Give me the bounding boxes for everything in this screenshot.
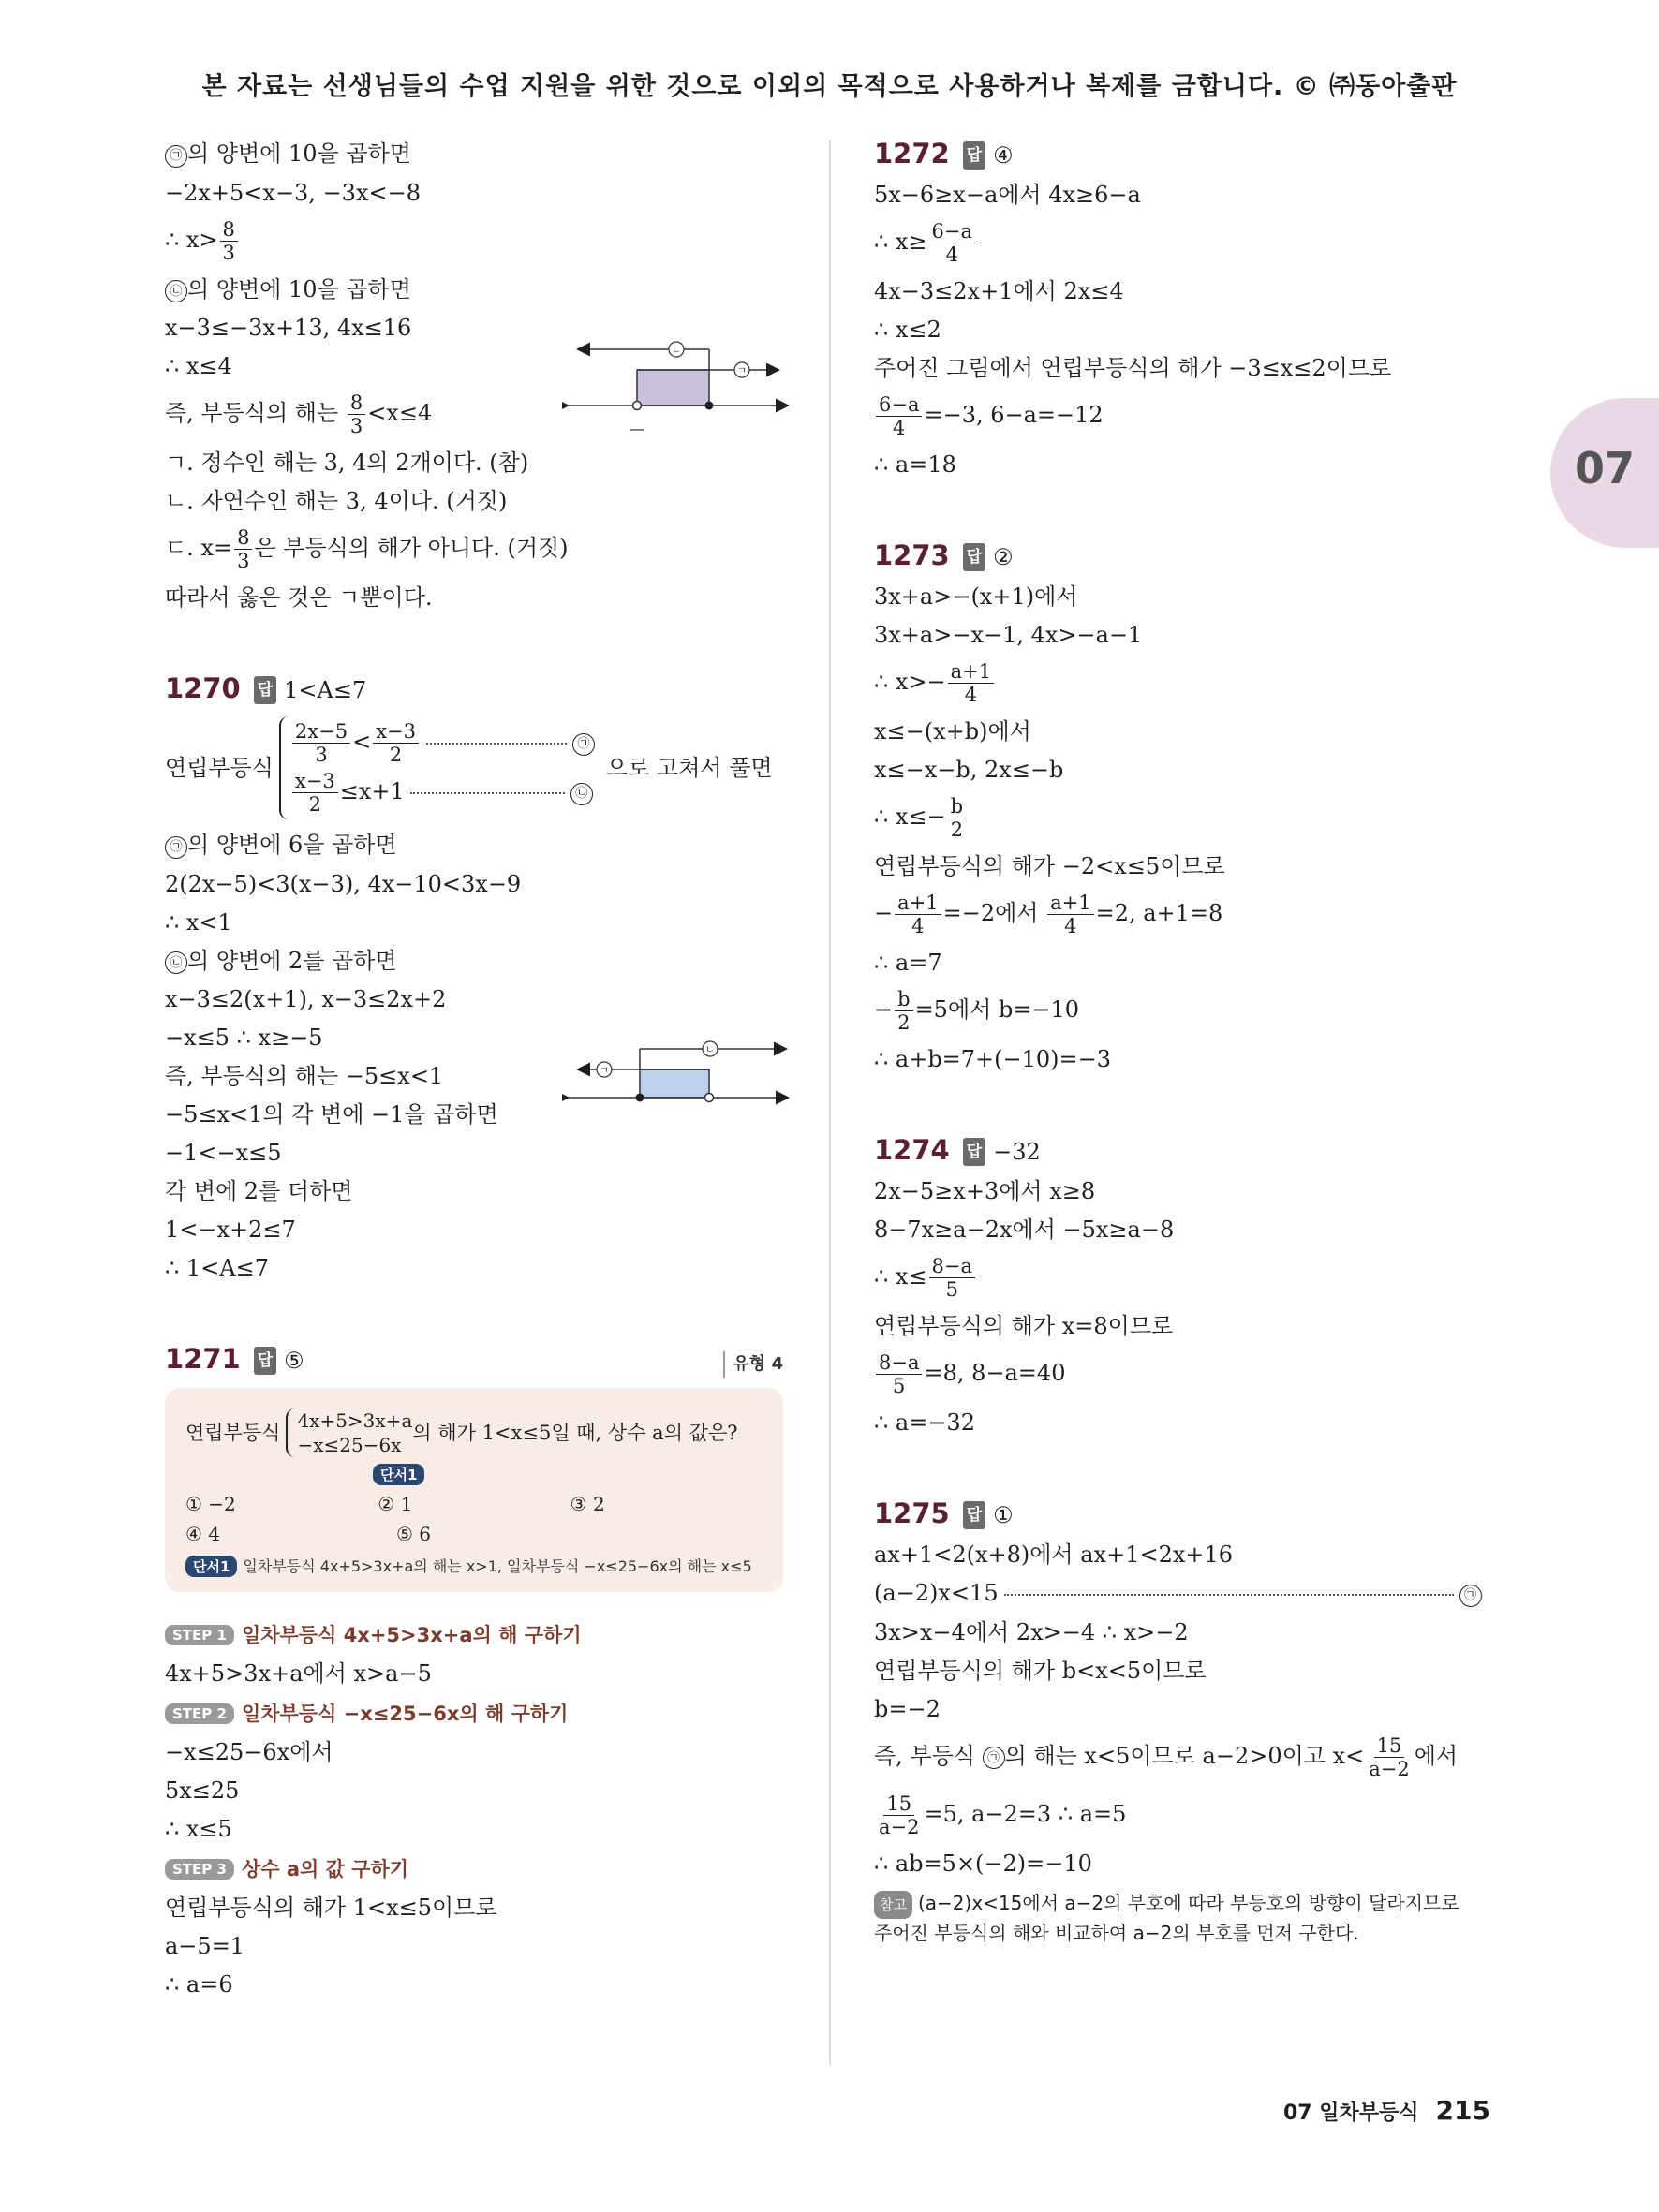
marker-g: ㉠ — [572, 733, 595, 756]
line: ∴ x> $\frac{8}{3}$ — [165, 218, 783, 264]
line: 즉, 부등식의 해는 $\frac{8}{3}$ <x≤4 — [165, 391, 433, 437]
inequality-system: 연립부등식 $\frac{2x-5}{3}$ < $\frac{x-3}{2}$ ㉠ $\frac{x-3}{2}$ ≤x+1 ㉡ 으로 고쳐서 풀면 — [165, 716, 783, 819]
line: ∴ x≤4 — [165, 353, 232, 379]
answer: 1<A≤7 — [284, 677, 367, 703]
line: 5x−6≥x−a에서 4x≥6−a — [874, 182, 1141, 208]
options-row: ④ 4 ⑤ 6 — [185, 1523, 432, 1545]
line: ㄴ. 자연수인 해는 3, 4이다. (거짓) — [165, 488, 508, 514]
line: ∴ a=7 — [874, 950, 942, 976]
marker-g: ㄱ — [600, 1066, 609, 1076]
line: $\frac{8-a}{5}$ =8, 8−a=40 — [874, 1351, 1502, 1397]
line: 연립부등식의 해가 x=8이므로 — [874, 1313, 1174, 1339]
line: 따라서 옳은 것은 ㄱ뿐이다. — [165, 584, 433, 611]
line: $\frac{15}{a-2}$ =5, a−2=3 ∴ a=5 — [879, 1792, 1127, 1838]
line: ㉡ 의 양변에 10을 곱하면 — [165, 276, 783, 303]
marker-g: ㉠ — [1459, 1585, 1482, 1607]
closed-point — [705, 402, 714, 410]
line: −5≤x<1의 각 변에 −1을 곱하면 — [165, 1101, 498, 1128]
line: − $\frac{b}{2}$ =5에서 b=−10 — [874, 988, 1080, 1034]
line: ∴ 1<A≤7 — [165, 1255, 269, 1281]
question-line: 연립부등식 4x+5>3x+a −x≤25−6x 의 해가 1<x≤5일 때, 상수 a의 값은? — [185, 1409, 738, 1456]
line: 즉, 부등식의 해는 −5≤x<1 — [165, 1063, 444, 1089]
line: ∴ x≤2 — [874, 317, 941, 343]
problem-number: 1275 — [874, 1497, 950, 1529]
line: 2x−5≥x+3에서 x≥8 — [874, 1178, 1096, 1204]
problem-header-1272 — [874, 140, 1502, 170]
number-line-1 — [562, 332, 792, 450]
copyright-notice: 본 자료는 선생님들의 수업 지원을 위한 것으로 이외의 목적으로 사용하거나 복제를 금합니다. © ㈜동아출판 — [201, 72, 1458, 101]
system-brace: $\frac{2x-5}{3}$ < $\frac{x-3}{2}$ ㉠ $\frac{x-3}{2}$ ≤x+1 ㉡ — [279, 716, 595, 819]
number-line-2 — [562, 1030, 792, 1124]
question-box — [165, 1388, 783, 1592]
line: 연립부등식의 해가 −2<x≤5이므로 — [874, 853, 1225, 879]
marker-n: ㄴ — [705, 1045, 715, 1055]
problem-number: 1271 — [165, 1343, 241, 1375]
line: ax+1<2(x+8)에서 ax+1<2x+16 — [874, 1541, 1234, 1568]
problem-number: 1274 — [874, 1134, 950, 1166]
problem-header-1273 — [874, 539, 1502, 571]
options-row: ① −2 ② 1 ③ 2 — [185, 1493, 605, 1515]
answer: ① — [993, 1502, 1014, 1528]
line: ∴ x≤− $\frac{b}{2}$ — [874, 795, 1502, 841]
line: b=−2 — [874, 1695, 941, 1722]
line: x≤−(x+b)에서 — [874, 718, 1031, 745]
page-footer — [1283, 2095, 1490, 2126]
marker-g: ㉠ — [983, 1747, 1005, 1769]
line: 주어진 그림에서 연립부등식의 해가 −3≤x≤2이므로 — [874, 355, 1392, 381]
line: ㄷ. x= $\frac{8}{3}$ 은 부등식의 해가 아니다. (거짓) — [165, 526, 569, 572]
answer: −32 — [993, 1139, 1041, 1165]
reference-note: 참고 (a−2)x<15에서 a−2의 부호에 따라 부등호의 방향이 달라지므로 주어진 부등식의 해와 비교하여 a−2의 부호를 먼저 구한다. — [874, 1891, 1459, 1944]
line: ㉠ 의 양변에 6을 곱하면 — [165, 832, 783, 859]
line: 3x+a>−x−1, 4x>−a−1 — [874, 622, 1143, 648]
open-point — [633, 402, 642, 410]
line: ㉡ 의 양변에 2를 곱하면 — [165, 948, 783, 975]
line: x≤−x−b, 2x≤−b — [874, 757, 1064, 783]
line: ∴ x<1 — [165, 908, 232, 936]
line: 3x>x−4에서 2x>−4 ∴ x>−2 — [874, 1618, 1189, 1645]
closed-point — [636, 1094, 644, 1102]
marker-g: ㄱ — [737, 366, 747, 376]
chapter-tab-label: 07 — [1575, 443, 1636, 494]
right-column — [874, 140, 1502, 1947]
line: 각 변에 2를 더하면 — [165, 1178, 353, 1204]
marker-g: ㉠ — [165, 836, 187, 859]
line: 1<−x+2≤7 — [165, 1217, 296, 1243]
step-3: STEP 3 상수 a의 값 구하기 — [165, 1854, 783, 1882]
answer-tag: 답 — [254, 676, 276, 704]
line: ㉠ 의 양변에 10을 곱하면 — [165, 140, 783, 168]
line: −1<−x≤5 — [165, 1140, 282, 1166]
marker-n: ㉡ — [165, 280, 187, 302]
line: − $\frac{a+1}{4}$ =−2에서 $\frac{a+1}{4}$ =2, a+1=8 — [874, 892, 1223, 937]
line: ∴ x≥ $\frac{6-a}{4}$ — [874, 220, 1502, 266]
solution-region — [640, 1069, 709, 1098]
footer-chapter: 07 일차부등식 — [1283, 2101, 1419, 2125]
answer-tag: 답 — [963, 1501, 985, 1529]
line: −2x+5<x−3, −3x<−8 — [165, 179, 421, 206]
line: 3x+a>−(x+1)에서 — [874, 583, 1078, 610]
line: x−3≤2(x+1), x−3≤2x+2 — [165, 986, 447, 1012]
marker-g: ㉠ — [165, 145, 187, 168]
column-divider — [829, 140, 831, 2065]
answer-tag: 답 — [254, 1347, 276, 1375]
line: a−5=1 — [165, 1933, 245, 1959]
answer-tag: 답 — [963, 1138, 985, 1166]
problem-number: 1272 — [874, 138, 950, 170]
line: 5x≤25 — [165, 1777, 240, 1804]
step-2: STEP 2 일차부등식 −x≤25−6x의 해 구하기 — [165, 1699, 783, 1727]
open-point — [705, 1094, 714, 1102]
answer-tag: 답 — [963, 141, 985, 170]
line: −x≤25−6x에서 — [165, 1739, 333, 1765]
answer: ④ — [993, 142, 1014, 169]
line: ㄱ. 정수인 해는 3, 4의 2개이다. (참) — [165, 450, 529, 476]
line: x−3≤−3x+13, 4x≤16 — [165, 315, 412, 341]
type-tag: 유형 4 — [723, 1351, 783, 1378]
step-1: STEP 1 일차부등식 4x+5>3x+a의 해 구하기 — [165, 1620, 783, 1648]
answer: ② — [993, 544, 1014, 570]
fraction: $\frac{8}{3}$ — [234, 526, 252, 572]
problem-number: 1270 — [165, 672, 241, 704]
marker-n: ㉡ — [570, 783, 593, 805]
marker-n: ㄴ — [672, 346, 681, 356]
line: $\frac{6-a}{4}$ =−3, 6−a=−12 — [874, 393, 1502, 439]
line: 즉, 부등식 ㉠ 의 해는 x<5이므로 a−2>0이고 x< $\frac{15}{a-2}$ 에서 — [874, 1733, 1459, 1780]
marker-n: ㉡ — [165, 951, 187, 974]
line: ∴ a=6 — [165, 1971, 233, 1998]
problem-header-1271 — [165, 1343, 783, 1375]
line: ∴ ab=5×(−2)=−10 — [874, 1850, 1092, 1877]
line: −x≤5 ∴ x≥−5 — [165, 1025, 323, 1051]
problem-number: 1273 — [874, 539, 950, 571]
line: 연립부등식의 해가 b<x<5이므로 — [874, 1657, 1207, 1684]
line: ∴ x≤ $\frac{8-a}{5}$ — [874, 1255, 1502, 1301]
line: 8−7x≥a−2x에서 −5x≥a−8 — [874, 1217, 1175, 1243]
fraction: $\frac{8}{3}$ — [220, 218, 238, 264]
line: ∴ x>− $\frac{a+1}{4}$ — [874, 660, 1502, 706]
line: 4x+5>3x+a에서 x>a−5 — [165, 1660, 432, 1687]
line: 연립부등식의 해가 1<x≤5이므로 — [165, 1895, 497, 1921]
problem-header-1275 — [874, 1497, 1502, 1529]
solution-region — [637, 370, 709, 406]
line: 2(2x−5)<3(x−3), 4x−10<3x−9 — [165, 870, 522, 897]
clue-pill: 단서1 — [373, 1464, 424, 1485]
chapter-tab — [1550, 398, 1659, 548]
fraction: $\frac{8}{3}$ — [348, 391, 365, 437]
line: ∴ a=18 — [874, 451, 956, 478]
page-number: 215 — [1435, 2095, 1490, 2126]
problem-header-1270 — [165, 672, 783, 704]
answer-tag: 답 — [963, 543, 985, 571]
line: ∴ x≤5 — [165, 1816, 232, 1842]
line: (a−2)x<15 ㉠ — [874, 1580, 1502, 1607]
problem-header-1274 — [874, 1134, 1502, 1166]
line: ∴ a=−32 — [874, 1409, 975, 1436]
line: ∴ a+b=7+(−10)=−3 — [874, 1046, 1112, 1072]
line: 4x−3≤2x+1에서 2x≤4 — [874, 278, 1124, 304]
answer: ⑤ — [284, 1348, 304, 1374]
clue-hint: 단서1 일차부등식 4x+5>3x+a의 해는 x>1, 일차부등식 −x≤25−6x의 해는 x≤5 — [185, 1555, 763, 1577]
